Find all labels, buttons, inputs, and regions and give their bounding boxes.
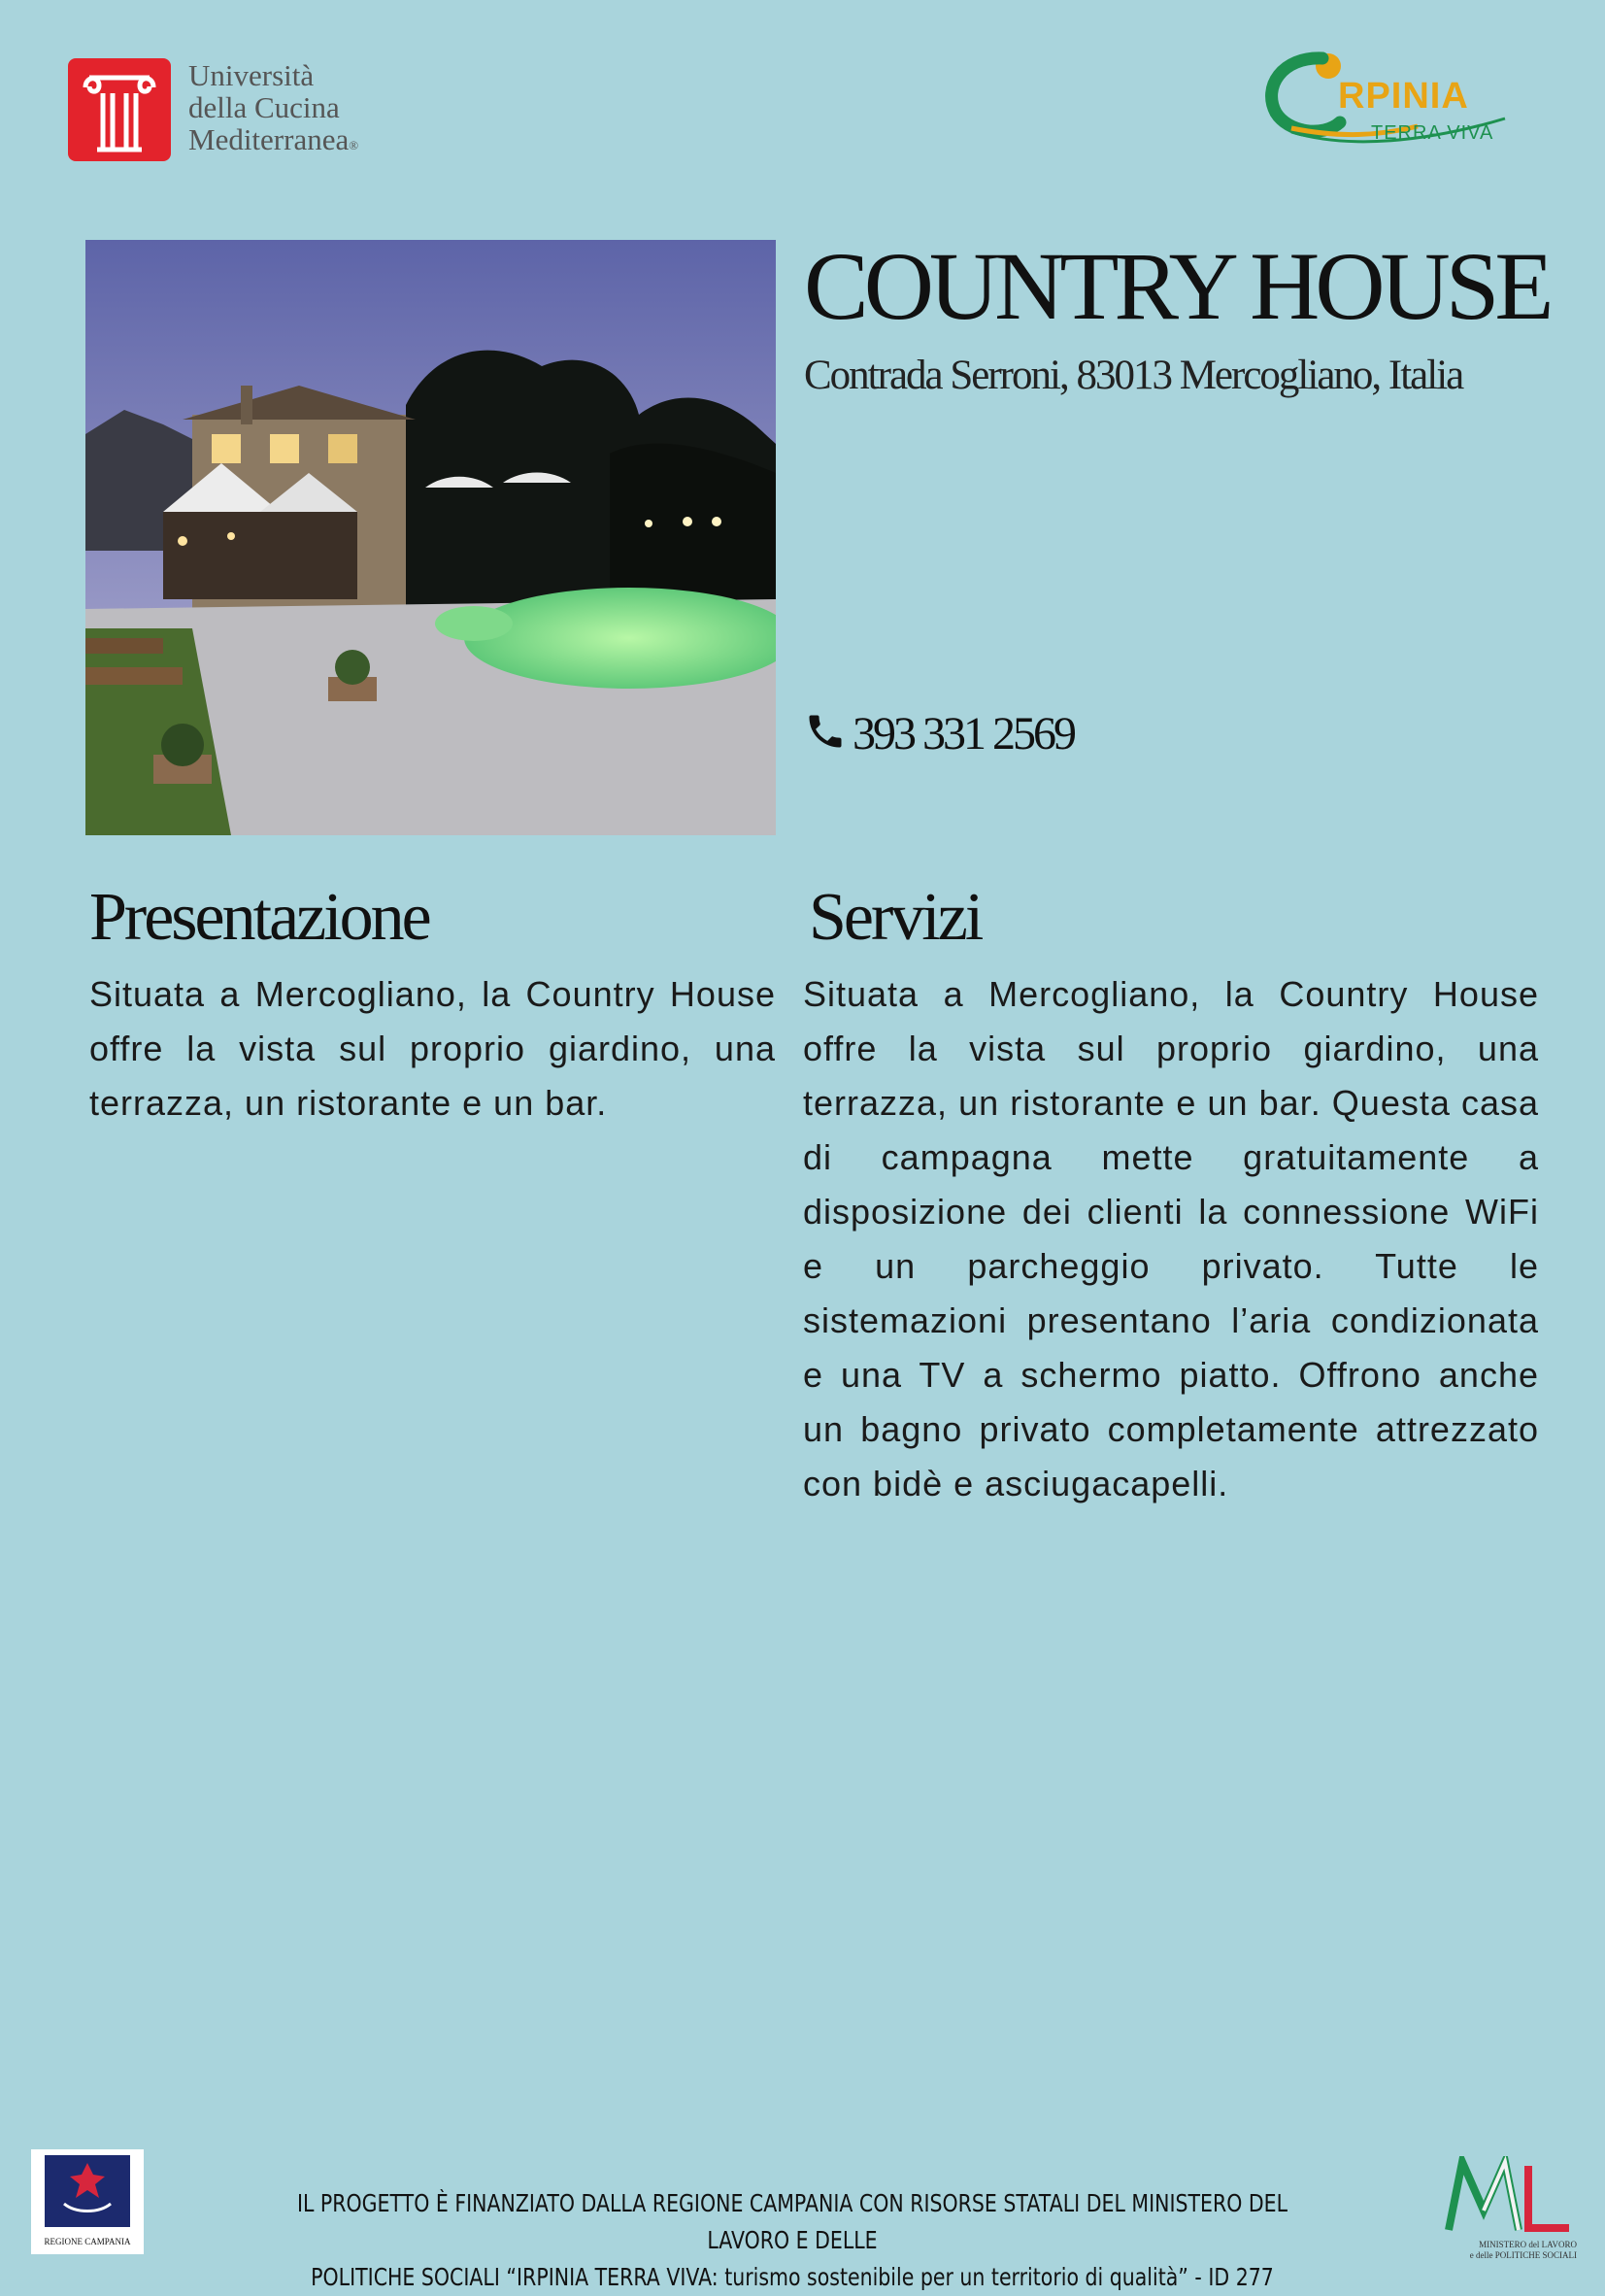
funding-notice bbox=[270, 2185, 1315, 2296]
ministero-label-line1: MINISTERO del LAVORO bbox=[1479, 2240, 1577, 2249]
funding-notice-line1: IL PROGETTO È FINANZIATO DALLA REGIONE CAMPANIA CON RISORSE STATALI DEL MINISTERO DEL LAVORO E DELLE bbox=[296, 2189, 1288, 2254]
unicucina-line1: Università bbox=[188, 57, 315, 92]
phone-contact[interactable] bbox=[804, 707, 1074, 760]
servizi-heading: Servizi bbox=[809, 880, 982, 955]
listing-address: Contrada Serroni, 83013 Mercogliano, Italia bbox=[804, 353, 1463, 398]
presentazione-text: Situata a Mercogliano, la Country House offre la vista sul proprio giardino, una terrazza, un ristorante e un bar. bbox=[89, 974, 776, 1123]
unicucina-line2: della Cucina bbox=[188, 89, 340, 124]
irpinia-terra-viva-logo bbox=[1262, 49, 1515, 155]
phone-icon bbox=[804, 710, 847, 758]
servizi-text: Situata a Mercogliano, la Country House offre la vista sul proprio giardino, una terrazza, un ristorante e un bar. Questa casa di campagna mette gratuitamente a disposizione dei clienti la connessione WiFi e un parcheggio privato. Tutte le sistemazioni presentano l’aria condizionata e una TV a schermo piatto. Offrono anche un bagno privato completamente attrezzato con bidè e asciugacapelli. bbox=[803, 974, 1539, 1503]
ministero-label-line2: e delle POLITICHE SOCIALI bbox=[1469, 2250, 1577, 2260]
phone-number: 393 331 2569 bbox=[853, 708, 1074, 760]
ministero-lavoro-logo bbox=[1441, 2156, 1577, 2263]
irpinia-wordmark: RPINIA bbox=[1338, 76, 1469, 117]
unicucina-wordmark bbox=[188, 59, 358, 161]
country-house-photo bbox=[85, 240, 776, 835]
regione-campania-logo bbox=[31, 2149, 144, 2254]
listing-title: COUNTRY HOUSE bbox=[804, 232, 1550, 340]
unicucina-logo bbox=[68, 58, 388, 161]
campania-label: REGIONE CAMPANIA bbox=[44, 2237, 131, 2246]
irpinia-subtitle: TERRA VIVA bbox=[1371, 122, 1494, 144]
unicucina-line3: Mediterranea® bbox=[188, 121, 359, 156]
funding-notice-line2: POLITICHE SOCIALI “IRPINIA TERRA VIVA: turismo sostenibile per un territorio di qualità” - ID 277 bbox=[311, 2263, 1274, 2291]
ionic-column-icon bbox=[68, 58, 171, 161]
ministero-label bbox=[1441, 2240, 1577, 2261]
presentazione-heading: Presentazione bbox=[89, 880, 429, 955]
